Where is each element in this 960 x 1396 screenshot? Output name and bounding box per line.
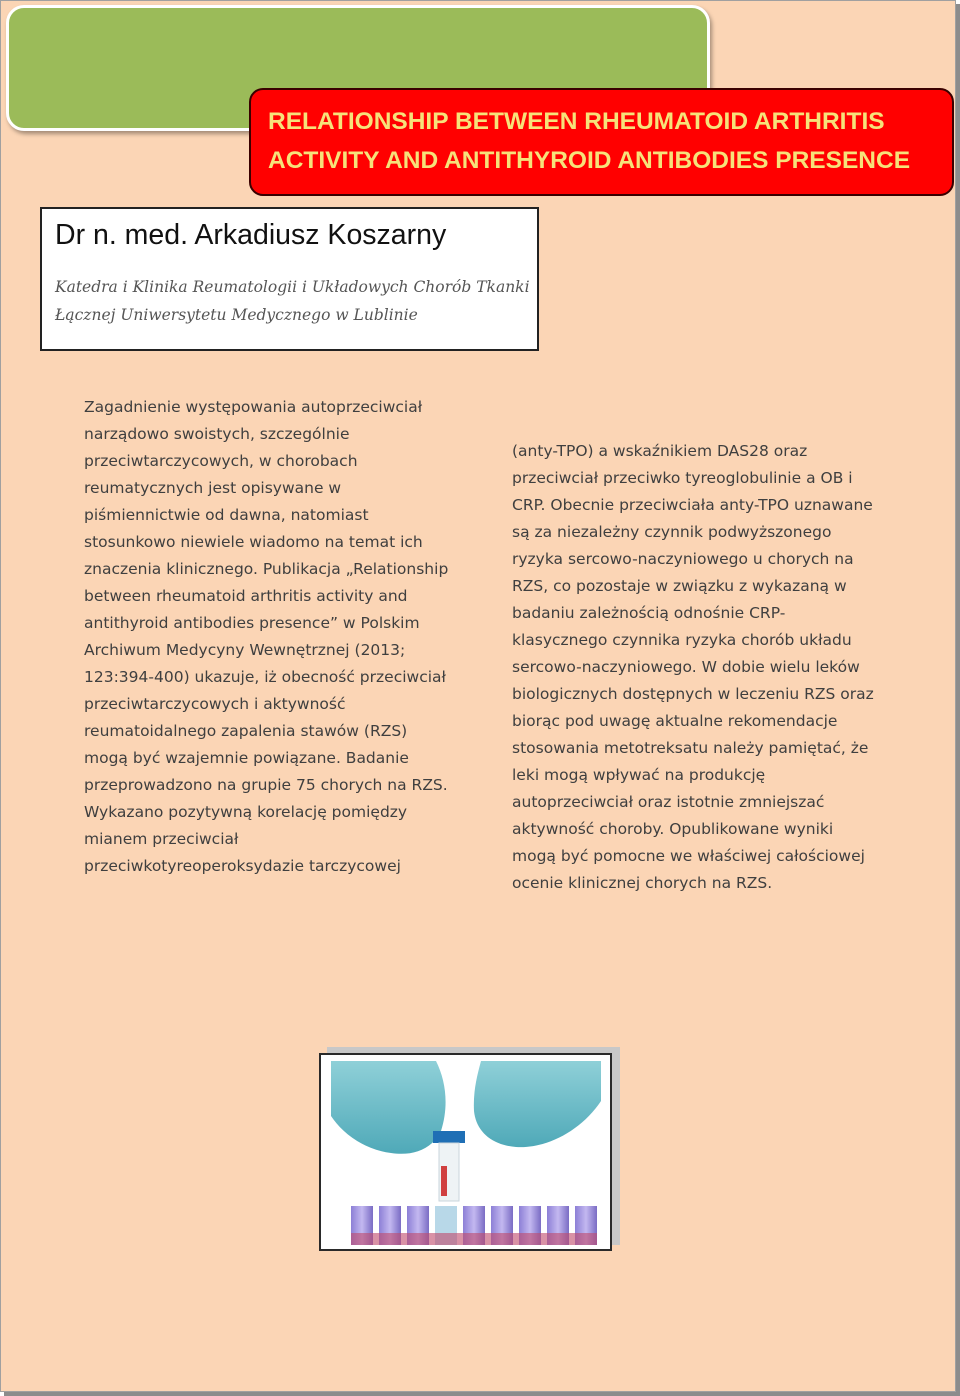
page-shadow xyxy=(956,4,960,1396)
body-text-line: aktywność choroby. Opublikowane wyniki xyxy=(512,820,834,838)
body-text-line: mogą być pomocne we właściwej całościowej xyxy=(512,847,865,865)
body-text-line: mogą być wzajemnie powiązane. Badanie xyxy=(84,749,409,767)
body-text-line: 123:394-400) ukazuje, iż obecność przeciwciał xyxy=(84,668,446,686)
body-text-line: piśmiennictwie od dawna, natomiast xyxy=(84,506,369,524)
body-text-line: biorąc pod uwagę aktualne rekomendacje xyxy=(512,712,838,730)
title-line: RELATIONSHIP BETWEEN RHEUMATOID ARTHRITIS xyxy=(268,108,885,135)
body-text-line: badaniu zależnością odnośnie CRP- xyxy=(512,604,786,622)
title-line: ACTIVITY AND ANTITHYROID ANTIBODIES PRESENCE xyxy=(268,147,911,174)
author-box xyxy=(40,207,539,351)
body-text-line: stosowania metotreksatu należy pamiętać, że xyxy=(512,739,869,757)
body-text-line: przeciwkotyreoperoksydazie tarczycowej xyxy=(84,857,401,875)
body-text-line: przeciwtarczycowych, w chorobach xyxy=(84,452,358,470)
body-text-line: CRP. Obecnie przeciwciała anty-TPO uznawane xyxy=(512,496,873,514)
body-text-line: biologicznych dostępnych w leczeniu RZS oraz xyxy=(512,685,874,703)
lab-photo-image xyxy=(331,1061,601,1245)
author-name: Dr n. med. Arkadiusz Koszarny xyxy=(55,219,447,251)
body-text-line: reumatycznych jest opisywane w xyxy=(84,479,342,497)
body-text-line: przeciwciał przeciwko tyreoglobulinie a OB i xyxy=(512,469,853,487)
body-text-line: znaczenia klinicznego. Publikacja „Relationship xyxy=(84,560,449,578)
title-box xyxy=(249,88,954,196)
body-text-line: Wykazano pozytywną korelację pomiędzy xyxy=(84,803,408,821)
body-text-line: autoprzeciwciał oraz istotnie zmniejszać xyxy=(512,793,825,811)
body-text-line: RZS, co pozostaje w związku z wykazaną w xyxy=(512,577,847,595)
body-text-line: reumatoidalnego zapalenia stawów (RZS) xyxy=(84,722,408,740)
body-column-right xyxy=(512,438,912,897)
body-column-left xyxy=(84,394,474,880)
body-text-line: przeprowadzono na grupie 75 chorych na RZS. xyxy=(84,776,448,794)
page-shadow xyxy=(4,1392,960,1396)
affiliation-line: Łącznej Uniwersytetu Medycznego w Lublinie xyxy=(55,306,418,324)
body-text-line: klasycznego czynnika ryzyka chorób układu xyxy=(512,631,852,649)
body-text-line: Zagadnienie występowania autoprzeciwciał xyxy=(84,398,423,416)
body-text-line: przeciwtarczycowych i aktywność xyxy=(84,695,346,713)
affiliation xyxy=(55,273,537,329)
body-text-line: mianem przeciwciał xyxy=(84,830,239,848)
body-text-line: between rheumatoid arthritis activity and xyxy=(84,587,408,605)
affiliation-line: Katedra i Klinika Reumatologii i Układowych Chorób Tkanki xyxy=(55,278,530,296)
body-text-line: ocenie klinicznej chorych na RZS. xyxy=(512,874,773,892)
body-text-line: stosunkowo niewiele wiadomo na temat ich xyxy=(84,533,423,551)
body-text-line: sercowo-naczyniowego. W dobie wielu leków xyxy=(512,658,860,676)
body-text-line: antithyroid antibodies presence” w Polskim xyxy=(84,614,420,632)
body-text-line: ryzyka sercowo-naczyniowego u chorych na xyxy=(512,550,854,568)
body-text-line: Archiwum Medycyny Wewnętrznej (2013; xyxy=(84,641,406,659)
body-text-line: są za niezależny czynnik podwyższonego xyxy=(512,523,832,541)
body-text-line: (anty-TPO) a wskaźnikiem DAS28 oraz xyxy=(512,442,808,460)
lab-photo xyxy=(319,1053,612,1251)
body-text-line: narządowo swoistych, szczególnie xyxy=(84,425,350,443)
body-text-line: leki mogą wpływać na produkcję xyxy=(512,766,766,784)
